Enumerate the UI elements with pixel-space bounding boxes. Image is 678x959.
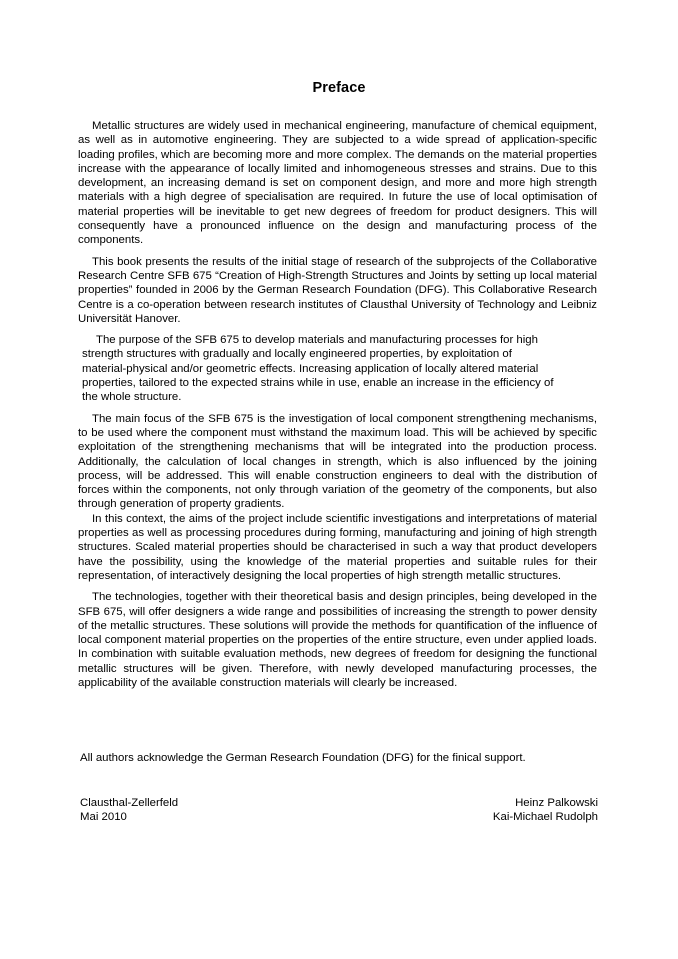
author-signatures bbox=[493, 796, 598, 825]
page-title: Preface bbox=[312, 80, 366, 96]
paragraph-1: Metallic structures are widely used in mechanical engineering, manufacture of chemical equipment, as well as in automotive engineering. They are subjected to a wide spread of application-specific loading profiles, which are becoming more and more complex. The demands on the material properties increase with the appearance of locally limited and inhomogeneous stresses and strains. Due to this development, an increasing demand is set on component design, and more and more high strength materials with a high degree of specialisation are required. In future the use of local optimisation of material properties will be inevitable to get new degrees of freedom for product designers. This will consequently have a pronounced influence on the design and manufacturing process of the components. bbox=[78, 120, 597, 247]
paragraph-5: In this context, the aims of the project include scientific investigations and interpretations of material properties as well as processing procedures during forming, manufacturing and joining of high strength structures. Scaled material properties should be characterised in such a way that product developers have the possibility, using the knowledge of the material properties and suitable rules for their representation, of interactively designing the local properties of high strength metallic structures. bbox=[78, 512, 597, 582]
paragraph-2: This book presents the results of the initial stage of research of the subprojects of the Collaborative Research Centre SFB 675 “Creation of High-Strength Structures and Joints by setting up local material properties” founded in 2006 by the German Research Foundation (DFG). This Collaborative Research Centre is a co-operation between research institutes of Clausthal University of Technology and Leibniz Universität Hanover. bbox=[78, 255, 597, 325]
place-and-date bbox=[80, 796, 178, 825]
paragraph-6: The technologies, together with their theoretical basis and design principles, being developed in the SFB 675, will offer designers a wide range and possibilities of increasing the strength to power density of the metallic structures. These solutions will provide the methods for quantification of the influence of local component material properties on the properties of the entire structure, even under applied loads. In combination with suitable evaluation methods, new degrees of freedom for designing the functional metallic structures will be given. Therefore, with newly developed manufacturing processes, the applicability of the available construction materials will clearly be increased. bbox=[78, 591, 597, 689]
acknowledgement: All authors acknowledge the German Research Foundation (DFG) for the finical support. bbox=[80, 752, 526, 764]
date: Mai 2010 bbox=[80, 811, 127, 824]
paragraph-3: The purpose of the SFB 675 to develop materials and manufacturing processes for high strength structures with gradually and locally engineered properties, by exploitation of material-physical and/or geometric effects. Increasing application of locally altered material properties, tailored to the expected strains while in use, enable an increase in the efficiency of the whole structure. bbox=[82, 334, 554, 404]
author-name: Kai-Michael Rudolph bbox=[492, 811, 598, 824]
author-name: Heinz Palkowski bbox=[515, 797, 598, 809]
place: Clausthal-Zellerfeld bbox=[80, 797, 179, 809]
paragraph-4: The main focus of the SFB 675 is the investigation of local component strengthening mechanisms, to be used where the component must withstand the maximum load. This will be achieved by specific exploitation of the strengthening mechanisms that will be integrated into the production process. Additionally, the calculation of local changes in strength, which is also influenced by the joining process, will be addressed. This will enable construction engineers to deal with the distribution of forces within the components, not only through variation of the geometry of the components, but also through generation of property gradients. bbox=[78, 412, 597, 511]
preface-body bbox=[78, 119, 597, 690]
